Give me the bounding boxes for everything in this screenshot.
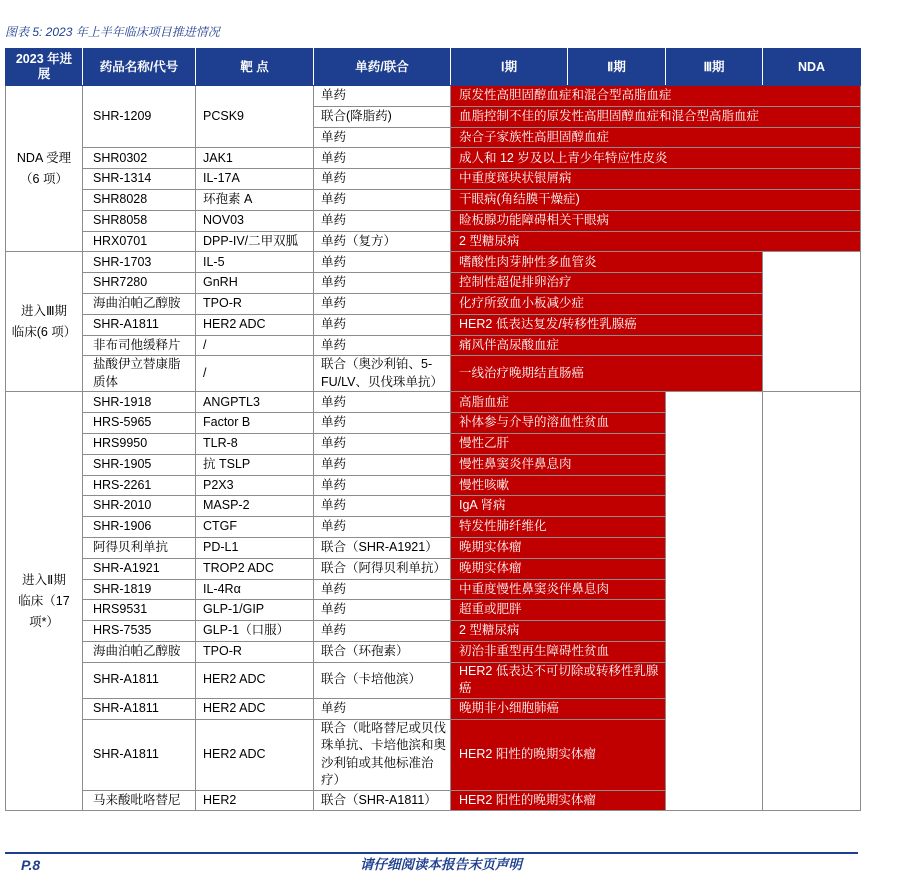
target-cell: / <box>196 335 314 356</box>
target-cell: ANGPTL3 <box>196 392 314 413</box>
indication-progress-bar: 慢性咳嗽 <box>451 475 666 496</box>
target-cell: JAK1 <box>196 148 314 169</box>
regimen-cell: 单药 <box>314 148 451 169</box>
drug-name-cell: 海曲泊帕乙醇胺 <box>83 641 196 662</box>
page-number: P.8 <box>21 857 41 873</box>
table-row <box>6 335 861 356</box>
regimen-cell: 单药 <box>314 335 451 356</box>
target-cell: 抗 TSLP <box>196 454 314 475</box>
table-body <box>6 86 861 811</box>
drug-name-cell: SHR-2010 <box>83 496 196 517</box>
drug-name-cell: HRX0701 <box>83 231 196 252</box>
table-row <box>6 148 861 169</box>
group-label-line: （6 项） <box>20 171 68 186</box>
group-label-line: 进入Ⅲ期 <box>20 303 68 318</box>
indication-progress-bar: IgA 肾病 <box>451 496 666 517</box>
disclaimer-notice: 请仔细阅读本报告末页声明 <box>360 857 522 872</box>
target-cell: HER2 ADC <box>196 719 314 790</box>
target-cell: NOV03 <box>196 210 314 231</box>
target-cell: TPO-R <box>196 293 314 314</box>
regimen-cell: 联合（SHR-A1921） <box>314 537 451 558</box>
table-row <box>6 252 861 273</box>
drug-name-cell: SHR-1918 <box>83 392 196 413</box>
regimen-cell: 单药 <box>314 210 451 231</box>
table-row <box>6 356 861 392</box>
target-cell: HER2 <box>196 790 314 811</box>
regimen-cell: 单药 <box>314 454 451 475</box>
indication-progress-bar: 2 型糖尿病 <box>451 621 666 642</box>
target-cell: PCSK9 <box>196 86 314 148</box>
figure-title: 图表 5: 2023 年上半年临床项目推进情况 <box>5 25 220 39</box>
table-row <box>6 273 861 294</box>
target-cell: TPO-R <box>196 641 314 662</box>
table-row <box>6 392 861 413</box>
drug-name-cell: SHR0302 <box>83 148 196 169</box>
indication-progress-bar: 原发性高胆固醇血症和混合型高脂血症 <box>451 86 861 107</box>
drug-name-cell: SHR-1703 <box>83 252 196 273</box>
indication-progress-bar: 中重度慢性鼻窦炎伴鼻息肉 <box>451 579 666 600</box>
group-label-line: 进入Ⅱ期 <box>22 572 66 587</box>
regimen-cell: 单药 <box>314 517 451 538</box>
regimen-cell: 单药 <box>314 86 451 107</box>
regimen-cell: 联合（卡培他滨） <box>314 662 451 698</box>
target-cell: / <box>196 356 314 392</box>
table-row <box>6 231 861 252</box>
drug-name-cell: HRS-5965 <box>83 413 196 434</box>
target-cell: IL-5 <box>196 252 314 273</box>
target-cell: TROP2 ADC <box>196 558 314 579</box>
indication-progress-bar: 睑板腺功能障碍相关干眼病 <box>451 210 861 231</box>
stage-empty-cell <box>666 392 763 811</box>
indication-progress-bar: 化疗所致血小板减少症 <box>451 293 763 314</box>
indication-progress-bar: 慢性鼻窦炎伴鼻息肉 <box>451 454 666 475</box>
drug-name-cell: 海曲泊帕乙醇胺 <box>83 293 196 314</box>
group-label-cell <box>6 392 83 811</box>
target-cell: GLP-1（口服） <box>196 621 314 642</box>
regimen-cell: 联合(降脂药) <box>314 106 451 127</box>
table-row <box>6 314 861 335</box>
drug-name-cell: HRS-7535 <box>83 621 196 642</box>
regimen-cell: 联合（环孢素） <box>314 641 451 662</box>
target-cell: P2X3 <box>196 475 314 496</box>
clinical-progress-table <box>5 48 861 811</box>
table-row <box>6 169 861 190</box>
group-label-line: 临床（17 <box>18 593 70 608</box>
stage-empty-cell <box>763 392 861 811</box>
indication-progress-bar: 嗜酸性肉芽肿性多血管炎 <box>451 252 763 273</box>
table-header-row <box>6 49 861 86</box>
regimen-cell: 单药 <box>314 127 451 148</box>
header-progress-line: 展 <box>37 67 51 81</box>
regimen-cell: 单药 <box>314 293 451 314</box>
table-row <box>6 210 861 231</box>
target-cell: GLP-1/GIP <box>196 600 314 621</box>
group-label-cell <box>6 86 83 252</box>
drug-name-cell: SHR-1314 <box>83 169 196 190</box>
regimen-cell: 单药 <box>314 698 451 719</box>
target-cell: HER2 ADC <box>196 314 314 335</box>
drug-name-cell: SHR-1209 <box>83 86 196 148</box>
indication-progress-bar: HER2 低表达不可切除或转移性乳腺癌 <box>451 662 666 698</box>
header-drug: 药品名称/代号 <box>83 49 196 86</box>
regimen-cell: 单药 <box>314 600 451 621</box>
drug-name-cell: HRS9531 <box>83 600 196 621</box>
target-cell: IL-17A <box>196 169 314 190</box>
header-target: 靶 点 <box>196 49 314 86</box>
regimen-cell: 联合（阿得贝利单抗） <box>314 558 451 579</box>
stage-empty-cell <box>763 252 861 392</box>
regimen-cell: 联合（吡咯替尼或贝伐珠单抗、卡培他滨和奥沙利铂或其他标准治疗） <box>314 719 451 790</box>
regimen-cell: 单药 <box>314 433 451 454</box>
target-cell: PD-L1 <box>196 537 314 558</box>
indication-progress-bar: 杂合子家族性高胆固醇血症 <box>451 127 861 148</box>
drug-name-cell: SHR-A1811 <box>83 314 196 335</box>
drug-name-cell: 非布司他缓释片 <box>83 335 196 356</box>
regimen-cell: 联合（SHR-A1811） <box>314 790 451 811</box>
target-cell: CTGF <box>196 517 314 538</box>
group-label-cell <box>6 252 83 392</box>
indication-progress-bar: 一线治疗晚期结直肠癌 <box>451 356 763 392</box>
indication-progress-bar: HER2 阳性的晚期实体瘤 <box>451 790 666 811</box>
indication-progress-bar: 血脂控制不佳的原发性高胆固醇血症和混合型高脂血症 <box>451 106 861 127</box>
drug-name-cell: SHR-A1811 <box>83 698 196 719</box>
target-cell: HER2 ADC <box>196 698 314 719</box>
indication-progress-bar: 2 型糖尿病 <box>451 231 861 252</box>
drug-name-cell: SHR8058 <box>83 210 196 231</box>
indication-progress-bar: 特发性肺纤维化 <box>451 517 666 538</box>
indication-progress-bar: 中重度斑块状银屑病 <box>451 169 861 190</box>
header-progress-line: 2023 年进 <box>15 52 73 66</box>
regimen-cell: 单药（复方） <box>314 231 451 252</box>
drug-name-cell: SHR-1906 <box>83 517 196 538</box>
indication-progress-bar: 控制性超促排卵治疗 <box>451 273 763 294</box>
regimen-cell: 单药 <box>314 579 451 600</box>
indication-progress-bar: 成人和 12 岁及以上青少年特应性皮炎 <box>451 148 861 169</box>
drug-name-cell: HRS-2261 <box>83 475 196 496</box>
group-label-line: 临床(6 项） <box>11 324 77 339</box>
header-phase-1: Ⅰ期 <box>451 49 568 86</box>
drug-name-cell: SHR8028 <box>83 189 196 210</box>
header-progress <box>6 49 83 86</box>
target-cell: IL-4Rα <box>196 579 314 600</box>
drug-name-cell: SHR-A1921 <box>83 558 196 579</box>
drug-name-cell: SHR-A1811 <box>83 719 196 790</box>
indication-progress-bar: 高脂血症 <box>451 392 666 413</box>
target-cell: MASP-2 <box>196 496 314 517</box>
target-cell: GnRH <box>196 273 314 294</box>
table-row <box>6 293 861 314</box>
indication-progress-bar: 超重或肥胖 <box>451 600 666 621</box>
table-row <box>6 189 861 210</box>
regimen-cell: 单药 <box>314 273 451 294</box>
regimen-cell: 单药 <box>314 169 451 190</box>
table-row <box>6 86 861 107</box>
indication-progress-bar: 晚期实体瘤 <box>451 558 666 579</box>
drug-name-cell: SHR-1819 <box>83 579 196 600</box>
regimen-cell: 单药 <box>314 189 451 210</box>
regimen-cell: 单药 <box>314 392 451 413</box>
indication-progress-bar: 补体参与介导的溶血性贫血 <box>451 413 666 434</box>
drug-name-cell: 马来酸吡咯替尼 <box>83 790 196 811</box>
regimen-cell: 单药 <box>314 252 451 273</box>
header-nda: NDA <box>763 49 861 86</box>
drug-name-cell: SHR7280 <box>83 273 196 294</box>
indication-progress-bar: 晚期实体瘤 <box>451 537 666 558</box>
regimen-cell: 单药 <box>314 413 451 434</box>
target-cell: DPP-IV/二甲双胍 <box>196 231 314 252</box>
target-cell: Factor B <box>196 413 314 434</box>
drug-name-cell: 盐酸伊立替康脂质体 <box>83 356 196 392</box>
group-label-line: 项*） <box>29 614 59 629</box>
indication-progress-bar: HER2 低表达复发/转移性乳腺癌 <box>451 314 763 335</box>
regimen-cell: 单药 <box>314 475 451 496</box>
regimen-cell: 单药 <box>314 496 451 517</box>
regimen-cell: 单药 <box>314 314 451 335</box>
drug-name-cell: 阿得贝利单抗 <box>83 537 196 558</box>
target-cell: TLR-8 <box>196 433 314 454</box>
indication-progress-bar: 干眼病(角结膜干燥症) <box>451 189 861 210</box>
indication-progress-bar: 晚期非小细胞肺癌 <box>451 698 666 719</box>
footer-rule <box>5 852 858 854</box>
target-cell: 环孢素 A <box>196 189 314 210</box>
header-phase-3: Ⅲ期 <box>666 49 763 86</box>
indication-progress-bar: 初治非重型再生障碍性贫血 <box>451 641 666 662</box>
header-regimen: 单药/联合 <box>314 49 451 86</box>
drug-name-cell: HRS9950 <box>83 433 196 454</box>
regimen-cell: 单药 <box>314 621 451 642</box>
group-label-line: NDA 受理 <box>16 150 72 165</box>
drug-name-cell: SHR-A1811 <box>83 662 196 698</box>
header-phase-2: Ⅱ期 <box>568 49 666 86</box>
drug-name-cell: SHR-1905 <box>83 454 196 475</box>
indication-progress-bar: 痛风伴高尿酸血症 <box>451 335 763 356</box>
indication-progress-bar: HER2 阳性的晚期实体瘤 <box>451 719 666 790</box>
target-cell: HER2 ADC <box>196 662 314 698</box>
regimen-cell: 联合（奥沙利铂、5-FU/LV、贝伐珠单抗） <box>314 356 451 392</box>
indication-progress-bar: 慢性乙肝 <box>451 433 666 454</box>
